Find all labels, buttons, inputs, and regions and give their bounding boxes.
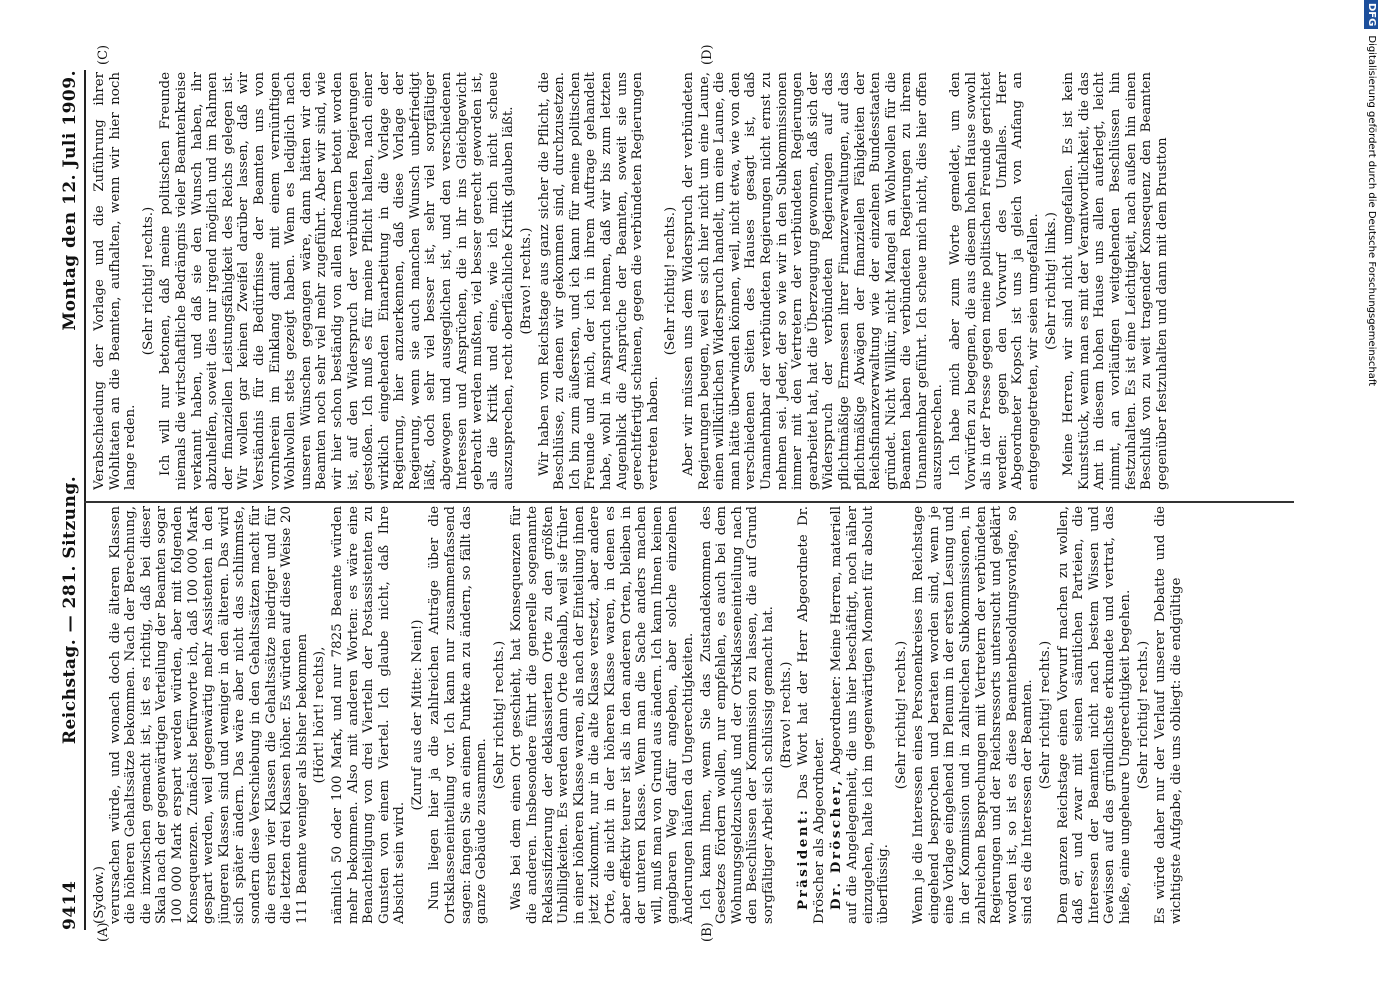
paragraph: Ich will nur betonen, daß meine politischen Freunde niemals die wirtschaftliche Bedrängnis vieler Beamtenkreise verkannt haben, und daß sie den Wunsch haben, ihr abzuhelfen, soweit dies nur irgend möglich und im Rahmen der finanziellen Leistungsfähigkeit des Reichs gelegen ist. Wir wollen gar keinen Zweifel darüber lassen, daß wir Verständnis für die Bedürfnisse der Beamten uns von vornherein im Einklang damit mit einem vernünftigen Wohlwollen stets gezeigt haben. Wenn es lediglich nach unseren Wünschen gegangen wäre, dann hätten wir den Beamten noch sehr viel mehr zugeführt. Aber wir sind, wie wir hier schon beständig von allen Rednern betont worden ist, auf den Widerspruch der verbündeten Regierungen gestoßen. Ich muß es für meine Pflicht halten, nach einer wirklich eingehenden Einarbeitung in die Vorlage der Regierung, hier anzuerkennen, daß diese Vorlage der Regierung, wenn sie auch manchen Wunsch unbefriedigt läßt, doch sehr viel besser ist, sehr viel sorgfältiger abgewogen und ausgeglichen ist, und den verschiedenen Interessen und Ansprüchen, die in ihr ins Gleichgewicht gebracht werden mußten, viel besser gerecht geworden ist, als die Kritik und eine, wie ich mich nicht scheue auszusprechen, recht oberflächliche Kritik glauben läßt. <box>158 72 517 490</box>
paragraph: Was bei dem einen Ort geschieht, hat Konsequenzen für die anderen. Insbesondere führt die generelle sogenannte Reklassifizierung der deklassierten Orte zu den größten Unbilligkeiten. Es werden dann Orte deshalb, weil sie früher in einer höheren Klasse waren, als nach der Einteilung ihnen jetzt zukommt, nur in die alte Klasse versetzt, aber andere Orte, die nicht in der höheren Klasse waren, in denen es aber effektiv teurer ist als in den anderen Orten, bleiben in der unteren Klasse. Wenn man die Sache anders machen will, muß man von Grund aus ändern. Ich kann Ihnen keinen gangbaren Weg dafür angeben, aber solche einzelnen Änderungen häufen da Ungerechtigkeiten. <box>509 506 696 924</box>
paragraph: Verabschiedung der Vorlage und die Zuführung ihrer Wohltaten an die Beamten, aufhalten, wenn wir hier noch lange reden. <box>92 72 139 490</box>
margin-letter-a: (A) <box>96 922 111 942</box>
paragraph: Es würde daher nur der Verlauf unserer Debatte und die wichtigste Aufgabe, die uns obliegt: die endgültige <box>1153 506 1184 924</box>
paragraph: Wenn je die Interessen eines Personenkreises im Reichstage eingehend besprochen und beraten worden sind, wenn je eine Vorlage eingehend im Plenum in der ersten Lesung und in der Kommission und in zahlreichen Subkommissionen, in zahlreichen Besprechungen mit Vertretern der verbündeten Regierungen und der Reichsressorts untersucht und geklärt worden ist, so ist es diese Beamtenbesoldungsvorlage, so sind es die Interessen der Beamten. <box>911 506 1036 924</box>
interjection: (Sehr richtig! rechts.) <box>893 640 909 790</box>
margin-letter-b: (B) <box>700 922 715 942</box>
speaker-statement <box>829 506 891 924</box>
margin-letter-d: (D) <box>700 44 715 65</box>
session-title: Reichstag. — 281. Sitzung. <box>60 475 80 745</box>
interjection: (Bravo! rechts.) <box>519 227 535 335</box>
interjection: (Sehr richtig! rechts.) <box>663 206 679 356</box>
paragraph: Dem ganzen Reichstage einen Vorwurf machen zu wollen, daß er, und zwar mit seinen sämtlichen Parteien, die Interessen der Beamten nicht nach bestem Wissen und Gewissen auf das gründlichste erkundete und vertrat, das hieße, eine ungeheure Ungerechtigkeit begehen. <box>1055 506 1133 924</box>
statement-text: Abgeordneter: Meine Herren, materiell auf die Angelegenheit, die uns hier beschäftigt, noch näher einzugehen, halte ich im gegenwärtigen Moment für absolut überflüssig. <box>829 506 892 924</box>
column-divider <box>84 501 1294 503</box>
interjection: (Sehr richtig! rechts.) <box>140 206 156 356</box>
session-date: Montag den 12. Juli 1909. <box>60 70 80 331</box>
watermark-text: Digitalisierung gefördert durch die Deutsche Forschungsgemeinschaft <box>1366 35 1377 387</box>
paragraph: Nun liegen hier ja die zahlreichen Anträge über die Ortsklasseneinteilung vor. Ich kann nur zusammenfassend sagen: fangen Sie an einem Punkte an zu ändern, so fällt das ganze Gebäude zusammen. <box>427 506 490 924</box>
page-number: 9414 <box>60 880 80 930</box>
interjection: (Zuruf aus der Mitte: Nein!) <box>409 619 425 811</box>
paragraph: Ich habe mich aber zum Worte gemeldet, um den Vorwürfen zu begegnen, die aus diesem hohen Hause sowohl als in der Presse gegen meine politischen Freunde gerichtet werden: gegen den Vorwurf des Umfalles. Herr Abgeordneter Kopsch ist uns ja gleich von Anfang an entgegengetreten, wir seien umgefallen. <box>948 72 1042 490</box>
watermark-strip <box>1362 0 1380 1000</box>
speaker-name: Dr. Dröscher, <box>828 778 845 910</box>
paragraph: Wir haben vom Reichstage aus ganz sicher die Pflicht, die Beschlüsse, zu denen wir gekommen sind, durchzusetzen. Ich bin zum äußersten, und ich kann für meine politischen Freunde und mich, der ich in ihrem Auftrage gehandelt habe, wohl in Anspruch nehmen, daß wir bis zum letzten Augenblick die Ansprüche der Beamten, soweit sie uns gerechtfertigt schienen, gegen die verbündeten Regierungen vertreten haben. <box>536 72 661 490</box>
watermark <box>1362 0 1380 1000</box>
statement-text: Das Wort hat der Herr Abgeordnete Dr. Dröscher als Abgeordneter. <box>796 506 827 924</box>
interjection: (Sehr richtig! rechts.) <box>1038 640 1054 790</box>
paragraph: Ich kann Ihnen, wenn Sie das Zustandekommen des Gesetzes fördern wollen, nur empfehlen, es auch bei dem Wohnungsgeldzuschuß und der Ortsklasseneinteilung nach den Beschlüssen der Kommission zu lassen, die auf Grund sorgfältiger Arbeit sich schlüssig gemacht hat. <box>698 506 776 924</box>
dfg-logo: DFG <box>1364 0 1378 29</box>
paragraph: Meine Herren, wir sind nicht umgefallen. Es ist kein Kunststück, wenn man es mit der Verantwortlichkeit, die das Amt in diesem hohen Hause uns allen auferlegt, leicht nimmt, an vorläufigen weitgehenden Beschlüssen hin festzuhalten. Es ist eine Leichtigkeit, nach außen hin einen Beschluß von zu weit tragender Konsequenz den Beamten gegenüber festzuhalten und dann mit dem Brustton <box>1061 72 1170 490</box>
speaker-name: Präsident: <box>795 807 812 910</box>
president-statement <box>796 506 827 924</box>
left-column <box>92 506 1292 924</box>
margin-letter-c: (C) <box>96 44 111 65</box>
page-header <box>60 70 82 930</box>
paragraph: nämlich 50 oder 100 Mark, und nur 7825 Beamte würden mehr bekommen. Also mit anderen Worten: es wäre eine Benachteiligung von drei Vierteln der Postassistenten zu Gunsten von einem Viertel. Ich glaube nicht, daß Ihre Absicht sein wird. <box>329 506 408 924</box>
right-column <box>92 72 1292 490</box>
interjection: (Hört! hört! rechts), <box>312 646 328 784</box>
speaker-continuation: (Sydow.) <box>92 866 107 924</box>
interjection: (Sehr richtig! rechts.) <box>491 640 507 790</box>
paragraph: verursachen würde, und wonach doch die älteren Klassen die höheren Gehaltssätze bekommen. Nach der Berechnung, die inzwischen gemacht ist, ist es richtig, daß bei dieser Skala nach der gegenwärtigen Verteilung der Beamten sogar 100 000 Mark erspart werden würden, aber mit folgenden Konsequenzen. Zunächst befürworte ich, daß 100 000 Mark gespart werden, weil gegenwärtig mehr Assistenten in den jüngeren Klassen sind und weniger in den älteren. Das wird sich später ändern. Das wäre aber nicht das schlimmste, sondern diese Verschiebung in den Gehaltssätzen macht für die ersten vier Klassen die Gehaltssätze niedriger und für die letzten drei Klassen höher. Es würden auf diese Weise 20 111 Beamte weniger als bisher bekommen <box>107 506 310 924</box>
paragraph: Aber wir müssen uns dem Widerspruch der verbündeten Regierungen beugen, weil es sich hier nicht um eine Laune, einen willkürlichen Widerspruch handelt, um eine Laune, die man hätte überwinden können, weil, nicht etwa, wie von den verschiedenen Seiten des Hauses gesagt ist, daß Unannehmbar der verbündeten Regierungen nicht ernst zu nehmen sei. Jeder, der so wie wir in den Subkommissionen immer mit den Vertretern der verbündeten Regierungen gearbeitet hat, hat die Überzeugung gewonnen, daß sich der Widerspruch der verbündeten Regierungen auf das pflichtmäßige Ermessen ihrer Finanzverwaltungen, auf das pflichtmäßige Abwägen der finanziellen Fähigkeiten der Reichsfinanzverwaltung wie der einzelnen Bundesstaaten gründet. Nicht Willkür, nicht Mangel an Wohlwollen für die Beamten haben die verbündeten Regierungen zu ihrem Unannehmbar geführt. Ich scheue mich nicht, dies hier offen auszusprechen. <box>680 72 946 490</box>
interjection: (Sehr richtig! rechts.) <box>1135 640 1151 790</box>
header-rule <box>84 70 86 930</box>
interjection: (Bravo! rechts.) <box>778 661 794 769</box>
interjection: (Sehr richtig! links.) <box>1043 212 1059 350</box>
